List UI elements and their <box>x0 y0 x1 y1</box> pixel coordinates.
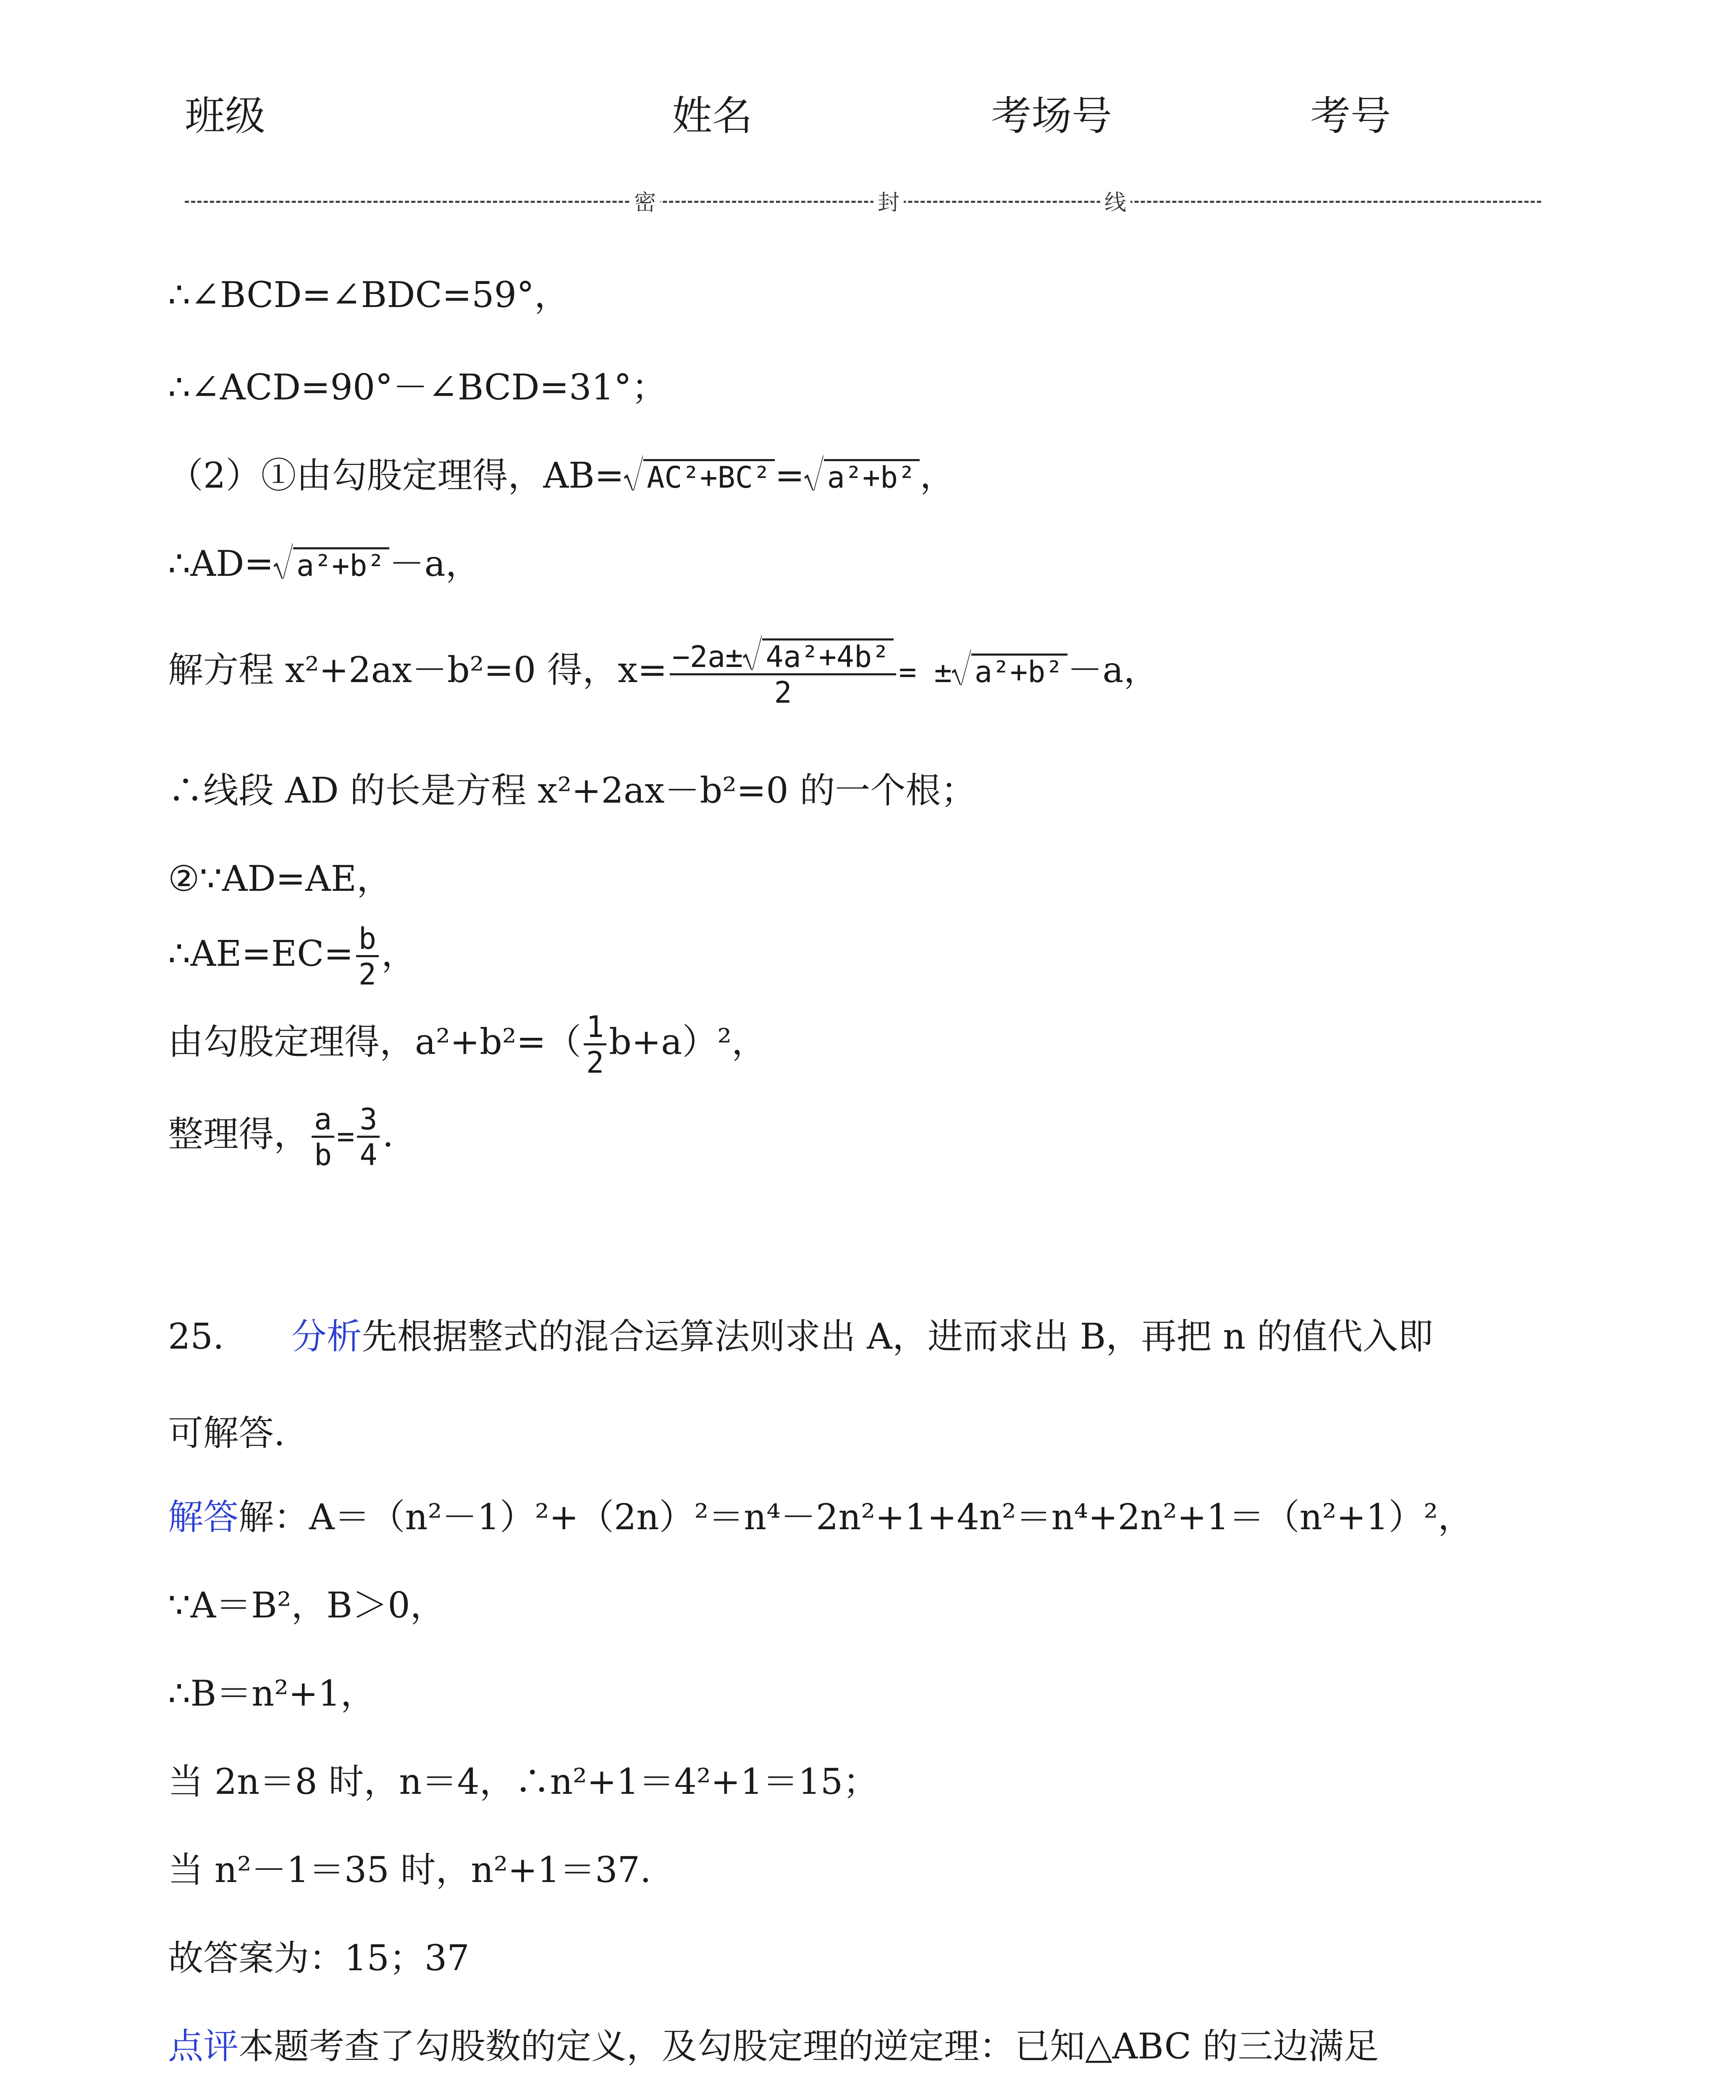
radical <box>274 547 389 583</box>
text: ， <box>381 933 417 974</box>
text: 由勾股定理得，a²+b²=（ <box>168 1021 581 1063</box>
radical <box>805 459 920 495</box>
text: = <box>337 1119 355 1154</box>
radical <box>743 638 894 672</box>
radicand: 4a²+4b² <box>762 638 894 672</box>
fraction <box>357 1102 380 1172</box>
p25-line-5: ∴B＝n²+1， <box>168 1673 376 1714</box>
number-label: 考号 <box>1310 92 1391 139</box>
denominator: b <box>314 1138 332 1172</box>
seal-dash <box>185 201 1541 203</box>
denominator: 2 <box>774 675 792 710</box>
fraction <box>312 1102 334 1172</box>
numerator: a <box>312 1105 334 1138</box>
line-5 <box>168 638 1159 710</box>
p25-line-4: ∵A＝B²，B＞0， <box>168 1585 446 1626</box>
text: = ± <box>899 655 952 689</box>
seal-char: 密 <box>630 185 660 214</box>
denominator: 2 <box>358 957 376 992</box>
text: ∴AD= <box>168 543 274 584</box>
p25-line-1 <box>168 1316 1433 1357</box>
numerator: 1 <box>584 1012 606 1045</box>
comment-text: 本题考查了勾股数的定义，及勾股定理的逆定理：已知△ABC 的三边满足 <box>239 2026 1379 2067</box>
p25-line-7: 当 n²－1＝35 时，n²+1＝37. <box>168 1849 651 1890</box>
numerator: 3 <box>357 1105 380 1138</box>
p25-line-2: 可解答. <box>168 1412 285 1454</box>
radical <box>952 654 1067 687</box>
fraction <box>670 638 897 710</box>
line-10 <box>168 1102 394 1172</box>
line-1: ∴∠BCD=∠BDC=59°， <box>168 274 570 315</box>
fraction <box>356 921 379 992</box>
text: 解方程 x²+2ax－b²=0 得，x= <box>168 649 667 690</box>
text: b+a）²， <box>609 1021 767 1063</box>
p25-line-3 <box>168 1496 1474 1538</box>
text: （2）①由勾股定理得，AB= <box>168 455 624 496</box>
line-6: ∴线段 AD 的长是方程 x²+2ax－b²=0 的一个根； <box>168 770 976 811</box>
text: 整理得， <box>168 1113 309 1155</box>
text: －a， <box>1067 649 1159 690</box>
analysis-label: 分析 <box>291 1316 362 1357</box>
seal-char: 封 <box>873 185 904 214</box>
comment-label: 点评 <box>168 2026 239 2067</box>
line-9 <box>168 1010 767 1080</box>
text: ∴AE=EC= <box>168 933 354 974</box>
radicand: a²+b² <box>824 459 920 492</box>
seal-char: 线 <box>1100 185 1130 214</box>
seal-line <box>185 185 1541 214</box>
line-4 <box>168 543 481 584</box>
line-8 <box>168 921 417 992</box>
solution-text: 解：A＝（n²－1）²+（2n）²＝n⁴－2n²+1+4n²＝n⁴+2n²+1＝（n²+1）²， <box>239 1496 1474 1538</box>
text: . <box>382 1113 394 1155</box>
name-label: 姓名 <box>672 92 753 139</box>
radical <box>624 459 775 495</box>
class-label: 班级 <box>185 92 265 139</box>
room-label: 考场号 <box>991 92 1112 139</box>
solution-label: 解答 <box>168 1496 239 1538</box>
denominator: 4 <box>359 1138 378 1172</box>
text: －a， <box>389 543 481 584</box>
problem-number: 25. <box>168 1316 224 1357</box>
numerator: −2a± <box>672 640 743 674</box>
numerator: b <box>356 924 379 957</box>
p25-line-8: 故答案为：15；37 <box>168 1937 469 1979</box>
fraction <box>584 1010 606 1080</box>
line-3 <box>168 455 955 496</box>
denominator: 2 <box>586 1045 604 1080</box>
line-2: ∴∠ACD=90°－∠BCD=31°； <box>168 367 667 408</box>
p25-line-6: 当 2n＝8 时，n＝4，∴n²+1＝4²+1＝15； <box>168 1761 878 1802</box>
text: = <box>775 455 805 496</box>
radicand: a²+b² <box>293 547 389 580</box>
text: ， <box>920 455 955 496</box>
p25-line-9 <box>168 2026 1379 2067</box>
radicand: a²+b² <box>971 654 1067 687</box>
analysis-text: 先根据整式的混合运算法则求出 A，进而求出 B，再把 n 的值代入即 <box>362 1316 1433 1357</box>
radicand: AC²+BC² <box>643 459 775 492</box>
line-7: ②∵AD=AE， <box>168 858 392 899</box>
